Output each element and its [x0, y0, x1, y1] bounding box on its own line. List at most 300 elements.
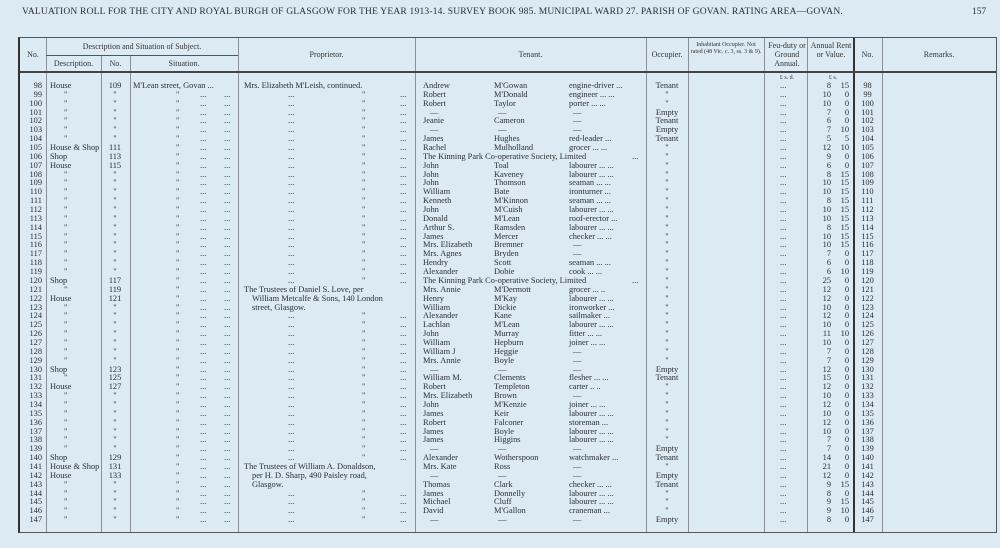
annual-shillings: 10 [840, 125, 849, 135]
annual-shillings: 15 [840, 497, 849, 507]
situation-dots: ... [224, 470, 231, 480]
situation-ditto: " [176, 98, 180, 108]
annual-pounds: 8 [826, 488, 831, 498]
tenant-first-name: Lachlan [423, 320, 450, 330]
table-row [20, 143, 996, 152]
situation-dots: ... [224, 337, 231, 347]
situation-ditto: " [176, 391, 180, 401]
annual-shillings: 0 [844, 515, 849, 525]
description: " [64, 98, 68, 108]
tenant-surname: Dickie [494, 302, 517, 312]
street-number: " [113, 240, 117, 250]
situation-dots: ... [200, 275, 207, 285]
tenant-first-name: Donald [423, 213, 448, 223]
street-number: 111 [109, 143, 121, 153]
situation-dots: ... [200, 302, 207, 312]
annual-pounds: 7 [826, 249, 831, 259]
annual-pounds: 8 [826, 81, 831, 90]
proprietor-dots: ... [288, 515, 295, 525]
tenant-surname: Bate [494, 187, 510, 197]
header-subdivider [46, 55, 238, 56]
description: " [64, 116, 68, 126]
proprietor-dots: ... [288, 187, 295, 197]
street-number: " [113, 178, 117, 188]
description: " [64, 346, 68, 356]
situation-dots: ... [200, 89, 207, 99]
row-number-right: 111 [861, 196, 874, 206]
situation-dots: ... [224, 196, 231, 206]
row-number: 133 [29, 391, 42, 401]
situation-dots: ... [200, 98, 207, 108]
situation-dots: ... [200, 444, 207, 454]
situation-dots: ... [200, 461, 207, 471]
row-number-right: 123 [861, 302, 874, 312]
annual-shillings: 0 [844, 258, 849, 268]
annual-shillings: 15 [840, 196, 849, 206]
description: " [64, 222, 68, 232]
tenant-occupation: labourer ... ... [569, 408, 614, 418]
table-row [20, 232, 996, 241]
tenant-first-name: James [423, 426, 444, 436]
feu-duty-dots: ... [780, 382, 787, 392]
tenant-surname: Higgins [494, 435, 521, 445]
annual-shillings: 0 [844, 346, 849, 356]
street-number: 115 [108, 160, 122, 170]
proprietor-dots: ... [400, 222, 407, 232]
row-number-right: 131 [861, 373, 874, 383]
tenant-occupation: — [573, 391, 582, 401]
situation-dots: ... [200, 497, 207, 507]
annual-pounds: 6 [826, 160, 831, 170]
tenant-first-name: John [423, 160, 439, 170]
situation-ditto: " [176, 89, 180, 99]
row-number-right: 127 [861, 337, 874, 347]
tenant-occupation: — [573, 461, 582, 471]
table-row [20, 134, 996, 143]
tenant-first-name: Robert [423, 417, 446, 427]
description: " [64, 435, 68, 445]
proprietor-dots: ... [400, 267, 407, 277]
table-row [20, 303, 996, 312]
feu-duty-dots: ... [780, 275, 787, 285]
proprietor-dots: ... [288, 453, 295, 463]
annual-pounds: 12 [822, 382, 831, 392]
row-number-right: 141 [861, 461, 874, 471]
tenant-surname: M'Gowan [494, 81, 528, 90]
situation-dots: ... [224, 382, 231, 392]
occupier: " [665, 399, 669, 409]
feu-duty-dots: ... [780, 364, 787, 374]
annual-pounds: 10 [822, 187, 831, 197]
street-number: " [113, 213, 117, 223]
annual-shillings: 0 [844, 355, 849, 365]
tenant-first-name: William [423, 302, 451, 312]
tenant-occupation: red-leader ... [569, 134, 612, 144]
situation-ditto: " [176, 355, 180, 365]
tenant-occupation: engineer ... ... [569, 89, 615, 99]
street-number: " [113, 222, 117, 232]
description: " [64, 506, 68, 516]
situation-dots: ... [224, 169, 231, 179]
situation-dots: ... [200, 293, 207, 303]
situation-dots: ... [200, 205, 207, 215]
street-number: " [113, 125, 117, 135]
description: " [64, 196, 68, 206]
situation-ditto: " [176, 382, 180, 392]
annual-shillings: 0 [844, 107, 849, 117]
tenant-surname: Brown [494, 391, 517, 401]
row-number-right: 140 [861, 453, 874, 463]
tenant-occupation: craneman ... [569, 506, 610, 516]
table-row [20, 125, 996, 134]
occupier: " [665, 249, 669, 259]
feu-duty-dots: ... [780, 222, 787, 232]
situation-ditto: " [176, 151, 180, 161]
situation-dots: ... [224, 284, 231, 294]
street-number: " [113, 89, 117, 99]
description: " [64, 488, 68, 498]
row-number-right: 136 [861, 417, 874, 427]
situation-ditto: " [176, 435, 180, 445]
table-row [20, 338, 996, 347]
row-number-right: 115 [861, 231, 874, 241]
table-row [20, 205, 996, 214]
feu-duty-dots: ... [780, 311, 787, 321]
situation-ditto: " [176, 169, 180, 179]
situation-dots: ... [224, 515, 231, 525]
street-number: " [113, 98, 117, 108]
table-row [20, 365, 996, 374]
tenant-occupation: labourer ... ... [569, 497, 614, 507]
proprietor-ditto: " [362, 391, 366, 401]
situation-dots: ... [224, 151, 231, 161]
proprietor-dots: ... [288, 320, 295, 330]
occupier: " [665, 98, 669, 108]
occupier: " [665, 160, 669, 170]
header-no: No. [27, 50, 39, 59]
proprietor-ditto: " [362, 435, 366, 445]
feu-duty-dots: ... [780, 453, 787, 463]
situation-dots: ... [224, 346, 231, 356]
feu-duty-dots: ... [780, 267, 787, 277]
row-number: 137 [29, 426, 42, 436]
row-number: 123 [29, 302, 42, 312]
tenant-first-name: James [423, 408, 444, 418]
street-number: " [113, 506, 117, 516]
occupier: " [665, 417, 669, 427]
situation-dots: ... [224, 125, 231, 135]
street-number: " [113, 337, 117, 347]
tenant-first-name: — [430, 125, 439, 135]
tenant-first-name: Rachel [423, 143, 447, 153]
street-number: " [113, 302, 117, 312]
feu-duty-dots: ... [780, 497, 787, 507]
description: " [64, 258, 68, 268]
proprietor-dots: ... [288, 169, 295, 179]
situation-ditto: " [176, 346, 180, 356]
description: " [64, 426, 68, 436]
proprietor-dots: ... [400, 346, 407, 356]
description: " [64, 205, 68, 215]
situation-ditto: " [176, 399, 180, 409]
situation-dots: ... [224, 355, 231, 365]
proprietor-dots: ... [400, 311, 407, 321]
tenant-first-name: James [423, 134, 444, 144]
row-number: 141 [29, 461, 42, 471]
situation-dots: ... [224, 488, 231, 498]
situation-ditto: " [176, 125, 180, 135]
annual-shillings: 10 [840, 506, 849, 516]
proprietor-dots: ... [288, 240, 295, 250]
proprietor-dots: ... [400, 355, 407, 365]
proprietor-dots: ... [400, 320, 407, 330]
street-number: " [113, 196, 117, 206]
row-number: 129 [29, 355, 42, 365]
table-row [20, 178, 996, 187]
street-number: " [113, 249, 117, 259]
occupier: Tenant [655, 373, 679, 383]
situation-dots: ... [200, 479, 207, 489]
tenant-surname: Keir [494, 408, 509, 418]
occupier: " [665, 426, 669, 436]
proprietor-ditto: " [362, 364, 366, 374]
description: Shop [50, 453, 68, 463]
tenant-surname: Mulholland [494, 143, 534, 153]
row-number-right: 107 [861, 160, 874, 170]
situation-dots: ... [224, 143, 231, 153]
situation-dots: ... [224, 311, 231, 321]
occupier: Empty [655, 444, 679, 454]
situation-dots: ... [200, 382, 207, 392]
row-number: 147 [29, 515, 42, 525]
table-row [20, 409, 996, 418]
table-row [20, 418, 996, 427]
proprietor-dots: ... [288, 373, 295, 383]
annual-shillings: 5 [844, 134, 849, 144]
annual-shillings: 0 [844, 444, 849, 454]
situation-dots: ... [224, 506, 231, 516]
row-number-right: 139 [861, 444, 874, 454]
proprietor-dots: ... [288, 134, 295, 144]
situation-ditto: " [176, 461, 180, 471]
proprietor-dots: ... [400, 116, 407, 126]
tenant-surname: M'Kinnon [494, 196, 529, 206]
annual-shillings: 0 [844, 302, 849, 312]
table-row [20, 99, 996, 108]
annual-pounds: 10 [822, 89, 831, 99]
proprietor-ditto: " [362, 320, 366, 330]
tenant-first-name: The Kinning Park Co-operative Society, Limited [423, 275, 587, 285]
description: Shop [50, 364, 68, 374]
proprietor-dots: ... [400, 497, 407, 507]
tenant-occupation: sailmaker ... [569, 311, 610, 321]
description: " [64, 249, 68, 259]
header-annual-rent: Annual Rent or Value. [810, 41, 852, 59]
table-row [20, 427, 996, 436]
tenant-first-name: — [430, 364, 439, 374]
row-number: 130 [29, 364, 42, 374]
row-number: 103 [29, 125, 42, 135]
situation-ditto: " [176, 134, 180, 144]
row-number: 99 [33, 89, 42, 99]
tenant-surname: Clements [494, 373, 526, 383]
annual-shillings: 0 [844, 435, 849, 445]
annual-shillings: 0 [844, 337, 849, 347]
situation-dots: ... [200, 284, 207, 294]
annual-shillings: 0 [844, 249, 849, 259]
occupier: " [665, 267, 669, 277]
tenant-surname: Thomson [494, 178, 526, 188]
annual-pounds: 12 [822, 311, 831, 321]
description: House & Shop [50, 461, 100, 471]
feu-duty-dots: ... [780, 435, 787, 445]
proprietor-ditto: " [362, 125, 366, 135]
proprietor-ditto: " [362, 275, 366, 285]
row-number-right: 144 [861, 488, 874, 498]
occupier: " [665, 240, 669, 250]
annual-shillings: 0 [844, 461, 849, 471]
tenant-first-name: Kenneth [423, 196, 452, 206]
situation-dots: ... [224, 267, 231, 277]
situation-dots: ... [200, 488, 207, 498]
situation-ditto: " [176, 213, 180, 223]
row-number: 134 [29, 399, 42, 409]
annual-pounds: 12 [822, 143, 831, 153]
description: " [64, 320, 68, 330]
row-number-right: 130 [861, 364, 874, 374]
proprietor-dots: ... [288, 213, 295, 223]
feu-duty-dots: ... [780, 302, 787, 312]
proprietor-ditto: " [362, 178, 366, 188]
proprietor-dots: ... [400, 187, 407, 197]
situation-dots: ... [224, 107, 231, 117]
annual-shillings: 0 [844, 320, 849, 330]
table-row [20, 382, 996, 391]
occupier: Empty [655, 364, 679, 374]
tenant-first-name: The Kinning Park Co-operative Society, Limited [423, 151, 587, 161]
situation-dots: ... [224, 258, 231, 268]
occupier: " [665, 178, 669, 188]
situation-dots: ... [224, 222, 231, 232]
situation-dots: ... [224, 497, 231, 507]
annual-shillings: 15 [840, 205, 849, 215]
proprietor-dots: ... [288, 346, 295, 356]
proprietor-dots: ... [400, 444, 407, 454]
annual-shillings: 0 [844, 391, 849, 401]
row-number: 98 [33, 81, 42, 90]
description: House & Shop [50, 143, 100, 153]
tenant-occupation: labourer ... ... [569, 293, 614, 303]
feu-duty-dots: ... [780, 169, 787, 179]
annual-pounds: 8 [826, 222, 831, 232]
street-number: " [113, 426, 117, 436]
proprietor-ditto: " [362, 187, 366, 197]
row-number-right: 98 [863, 81, 872, 90]
proprietor-dots: ... [400, 417, 407, 427]
proprietor-ditto: " [362, 399, 366, 409]
feu-duty-dots: ... [780, 213, 787, 223]
tenant-first-name: — [430, 444, 439, 454]
situation-ditto: " [176, 479, 180, 489]
occupier: " [665, 213, 669, 223]
street-number: " [113, 444, 117, 454]
table-row [20, 356, 996, 365]
occupier: " [665, 337, 669, 347]
annual-pounds: 8 [826, 515, 831, 525]
street-number: " [113, 169, 117, 179]
proprietor-dots: ... [288, 125, 295, 135]
tenant-first-name: John [423, 329, 439, 339]
situation-dots: ... [200, 240, 207, 250]
tenant-occupation: — [573, 116, 582, 126]
tenant-first-name: Robert [423, 89, 446, 99]
description: " [64, 479, 68, 489]
tenant-first-name: John [423, 178, 439, 188]
street-number: 109 [108, 81, 122, 90]
table-row [20, 161, 996, 170]
situation-ditto: " [176, 417, 180, 427]
row-number-right: 103 [861, 125, 874, 135]
situation-ditto: " [176, 116, 180, 126]
row-number: 113 [29, 213, 42, 223]
tenant-occupation: watchmaker ... [569, 453, 619, 463]
occupier: Tenant [655, 116, 679, 126]
occupier: Tenant [655, 479, 679, 489]
description: " [64, 169, 68, 179]
row-number: 126 [29, 329, 42, 339]
situation-ditto: " [176, 329, 180, 339]
proprietor-dots: ... [288, 116, 295, 126]
feu-duty-dots: ... [780, 479, 787, 489]
annual-units: £ s. [828, 75, 838, 81]
tenant-surname: Hughes [494, 134, 520, 144]
header-situation: Situation. [168, 59, 200, 68]
table-row [20, 285, 996, 294]
proprietor-dots: ... [288, 267, 295, 277]
feu-duty-dots: ... [780, 134, 787, 144]
table-row [20, 506, 996, 515]
situation-dots: ... [200, 107, 207, 117]
tenant-first-name: John [423, 205, 439, 215]
street-number: " [113, 134, 117, 144]
row-number-right: 101 [861, 107, 874, 117]
situation-ditto: " [176, 515, 180, 525]
tenant-first-name: James [423, 488, 444, 498]
row-number-right: 114 [861, 222, 874, 232]
tenant-surname: Dobie [494, 267, 515, 277]
row-number: 106 [29, 151, 42, 161]
table-row [20, 196, 996, 205]
feu-duty-dots: ... [780, 81, 787, 90]
tenant-first-name: Robert [423, 382, 446, 392]
row-number: 143 [29, 479, 42, 489]
tenant-first-name: Jeanie [423, 116, 444, 126]
feu-duty-dots: ... [780, 258, 787, 268]
annual-pounds: 21 [822, 461, 831, 471]
proprietor: per H. D. Sharp, 490 Paisley road, [252, 470, 367, 480]
situation: M'Lean street, Govan ... [133, 81, 214, 90]
annual-shillings: 0 [844, 408, 849, 418]
annual-shillings: 15 [840, 169, 849, 179]
annual-pounds: 14 [822, 453, 831, 463]
description: " [64, 399, 68, 409]
street-number: " [113, 435, 117, 445]
street-number: 123 [108, 364, 122, 374]
annual-pounds: 9 [826, 479, 831, 489]
table-row [20, 223, 996, 232]
occupier: Tenant [655, 134, 679, 144]
situation-dots: ... [200, 267, 207, 277]
